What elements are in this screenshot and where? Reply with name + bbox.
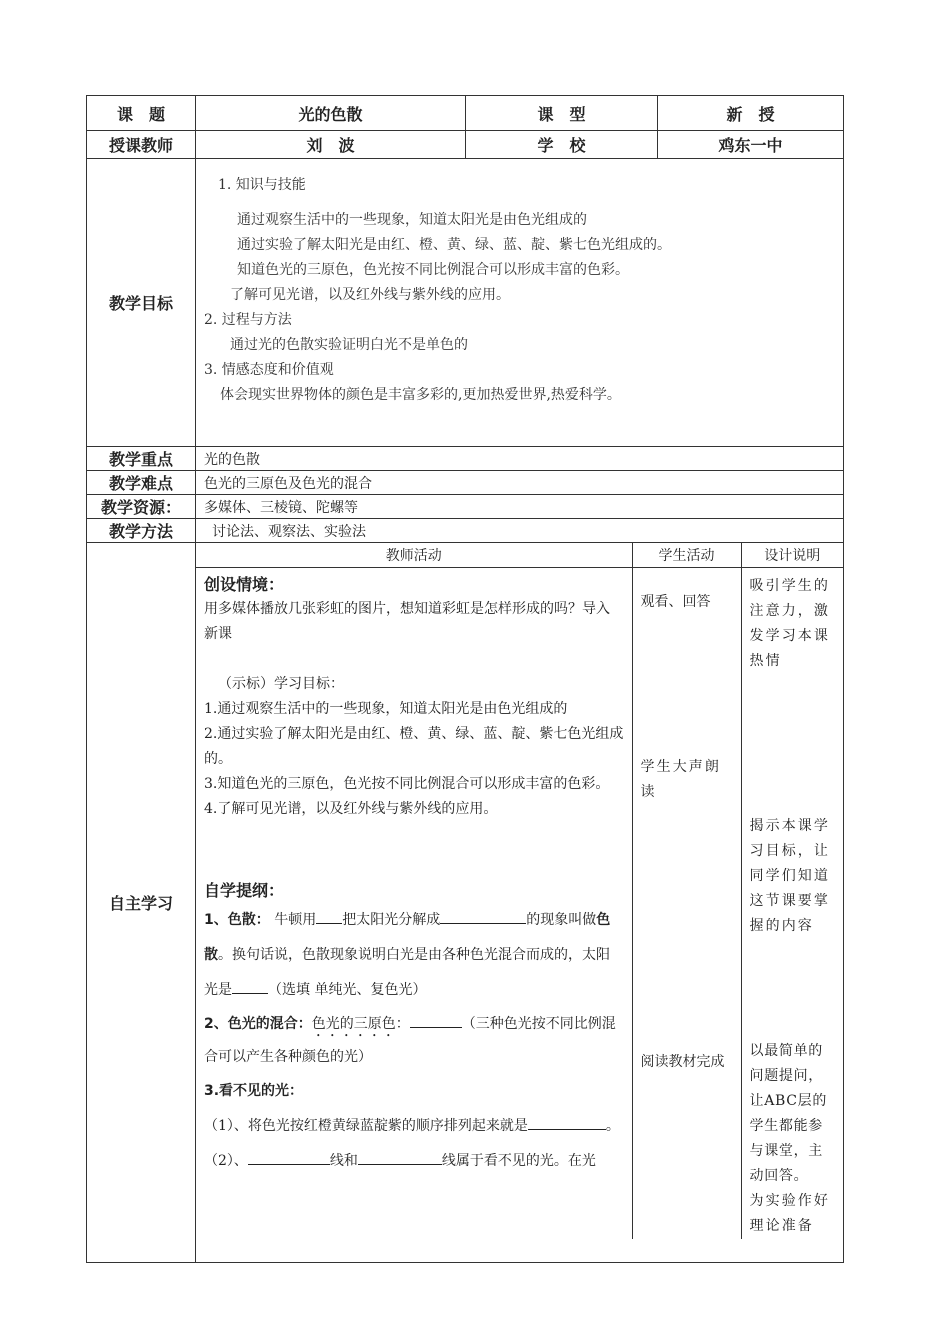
- question-3-2: （2）、 线和 线属于看不见的光。在光: [204, 1144, 624, 1179]
- objectives-label: 教学目标: [87, 159, 196, 447]
- blank-field: [248, 1148, 330, 1165]
- objectives-row: [87, 159, 844, 447]
- header-row-1: [87, 96, 844, 131]
- key-point-label: 教学重点: [87, 447, 196, 471]
- method-value: 讨论法、观察法、实验法: [196, 519, 844, 543]
- activity-header-row: [196, 543, 843, 568]
- info-row-key-point: [87, 447, 844, 471]
- key-point-value: 光的色散: [196, 447, 844, 471]
- blank-field: [232, 977, 268, 994]
- student-activity-header: 学生活动: [632, 543, 741, 568]
- objective-line: 知道色光的三原色，色光按不同比例混合可以形成丰富的色彩。: [237, 262, 629, 278]
- objective-line: 通过光的色散实验证明白光不是单色的: [230, 337, 468, 353]
- design-note: 为实验作好理论准备: [749, 1193, 830, 1234]
- school-label: 学 校: [466, 131, 658, 159]
- goal-item: 3.知道色光的三原色，色光按不同比例混合可以形成丰富的色彩。: [204, 776, 610, 792]
- resources-label: 教学资源：: [87, 495, 196, 519]
- info-row-difficulty: [87, 471, 844, 495]
- q2-label: 2、色光的混合：: [204, 1016, 312, 1032]
- difficulty-value: 色光的三原色及色光的混合: [196, 471, 844, 495]
- question-3-1: （1）、将色光按红橙黄绿蓝靛紫的顺序排列起来就是 。: [204, 1109, 624, 1144]
- course-label: 课 题: [87, 96, 196, 131]
- objective-line: 通过观察生活中的一些现象，知道太阳光是由色光组成的: [237, 212, 587, 228]
- student-activity-item: 学生大声朗读: [640, 759, 721, 800]
- student-activity: [632, 568, 741, 1240]
- study-content: [196, 543, 844, 1263]
- study-row: [87, 543, 844, 1263]
- blank-field: [568, 1113, 606, 1130]
- objective-heading: 3. 情感态度和价值观: [204, 362, 334, 378]
- resources-value: 多媒体、三棱镜、陀螺等: [196, 495, 844, 519]
- goal-item: 2.通过实验了解太阳光是由红、橙、黄、绿、蓝、靛、紫七色光组成的。: [204, 726, 624, 767]
- course-title: 光的色散: [196, 96, 466, 131]
- design-note-header: 设计说明: [741, 543, 843, 568]
- q1-label: 1、色散：: [204, 912, 270, 928]
- intro-title: 创设情境：: [204, 575, 285, 594]
- method-label: 教学方法: [87, 519, 196, 543]
- activity-body-row: [196, 568, 843, 1240]
- lesson-type-label: 课 型: [466, 96, 658, 131]
- student-activity-item: 观看、回答: [640, 594, 711, 610]
- design-note: 吸引学生的注意力，激发学习本课热情: [749, 578, 830, 669]
- info-row-method: [87, 519, 844, 543]
- activity-table: [196, 543, 843, 1239]
- objective-line: 了解可见光谱，以及红外线与紫外线的应用。: [230, 287, 510, 303]
- teacher-activity: [196, 568, 632, 1240]
- school-name: 鸡东一中: [658, 131, 844, 159]
- teacher-label: 授课教师: [87, 131, 196, 159]
- design-notes: [741, 568, 843, 1240]
- q3-label: 3.看不见的光：: [204, 1083, 304, 1099]
- difficulty-label: 教学难点: [87, 471, 196, 495]
- objective-line: 体会现实世界物体的颜色是丰富多彩的,更加热爱世界,热爱科学。: [220, 387, 621, 403]
- student-activity-item: 阅读教材完成: [640, 1054, 725, 1070]
- blank-field: [316, 907, 342, 924]
- teacher-activity-header: 教师活动: [196, 543, 632, 568]
- goal-item: 4.了解可见光谱，以及红外线与紫外线的应用。: [204, 801, 498, 817]
- study-label: 自主学习: [87, 543, 196, 1263]
- lesson-type-value: 新 授: [658, 96, 844, 131]
- goal-item: 1.通过观察生活中的一些现象，知道太阳光是由色光组成的: [204, 701, 568, 717]
- blank-field: [410, 1011, 462, 1028]
- blank-field: [528, 1113, 568, 1130]
- goals-title: （示标）学习目标：: [218, 676, 344, 692]
- blank-field: [358, 1148, 442, 1165]
- objective-line: 通过实验了解太阳光是由红、橙、黄、绿、蓝、靛、紫七色光组成的。: [237, 237, 671, 253]
- header-row-2: [87, 131, 844, 159]
- design-note: 以最简单的问题提问，让ABC层的学生都能参与课堂，主动回答。: [749, 1043, 828, 1184]
- question-2: 2、色光的混合：色光的三原色： （三种色光按不同比例混合可以产生各种颜色的光）: [204, 1008, 624, 1074]
- objective-heading: 2. 过程与方法: [204, 312, 292, 328]
- teacher-name: 刘 波: [196, 131, 466, 159]
- info-row-resources: [87, 495, 844, 519]
- outline-title: 自学提纲：: [204, 881, 285, 900]
- blank-field: [440, 907, 526, 924]
- question-1: 1、色散： 牛顿用 把太阳光分解成 的现象叫做色散。换句话说，色散现象说明白光是由各种色光混合而成的，太阳光是 （选填 单纯光、复色光）: [204, 903, 624, 1008]
- design-note: 揭示本课学习目标，让同学们知道这节课要掌握的内容: [749, 818, 830, 934]
- intro-text: 用多媒体播放几张彩虹的图片，想知道彩虹是怎样形成的吗？导入新课: [204, 601, 610, 642]
- objectives-content: [196, 159, 844, 447]
- lesson-plan: [86, 95, 843, 1263]
- objective-heading: 1. 知识与技能: [218, 177, 306, 193]
- lesson-table: [86, 95, 844, 1263]
